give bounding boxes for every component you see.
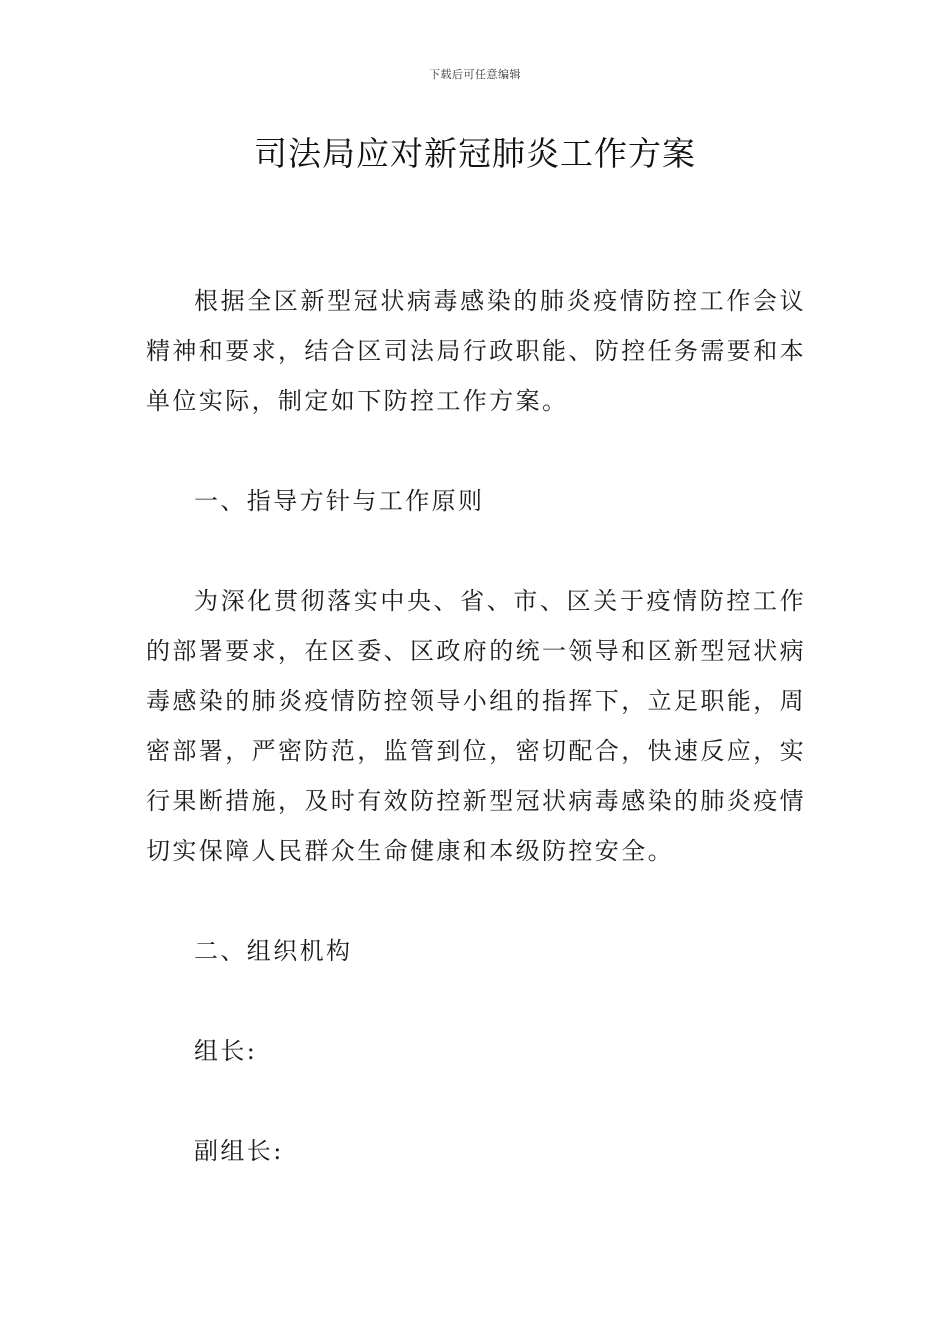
field-group-leader: 组长: [194,1037,258,1065]
paragraph-spacer [146,976,806,1026]
paragraph-intro: 根据全区新型冠状病毒感染的肺炎疫情防控工作会议精神和要求，结合区司法局行政职能、防控任务需要和本单位实际，制定如下防控工作方案。 [146,287,806,415]
paragraph-spacer [146,1076,806,1126]
paragraph-spacer [146,876,806,926]
paragraph-guiding-principles: 为深化贯彻落实中央、省、市、区关于疫情防控工作的部署要求，在区委、区政府的统一领导和区新型冠状病毒感染的肺炎疫情防控领导小组的指挥下，立足职能，周密部署，严密防范，监管到位，密切配合，快速反应，实行果断措施，及时有效防控新型冠状病毒感染的肺炎疫情切实保障人民群众生命健康和本级防控安全。 [146,587,806,865]
header-note: 下载后可任意编辑 [429,68,521,81]
paragraph-spacer [146,526,806,576]
document-title: 司法局应对新冠肺炎工作方案 [254,134,696,173]
document-body [146,276,806,1176]
field-deputy-group-leader: 副组长: [194,1137,284,1165]
paragraph-spacer [146,426,806,476]
section-heading-guiding-principles: 一、指导方针与工作原则 [194,487,485,515]
section-heading-organization: 二、组织机构 [194,937,353,965]
